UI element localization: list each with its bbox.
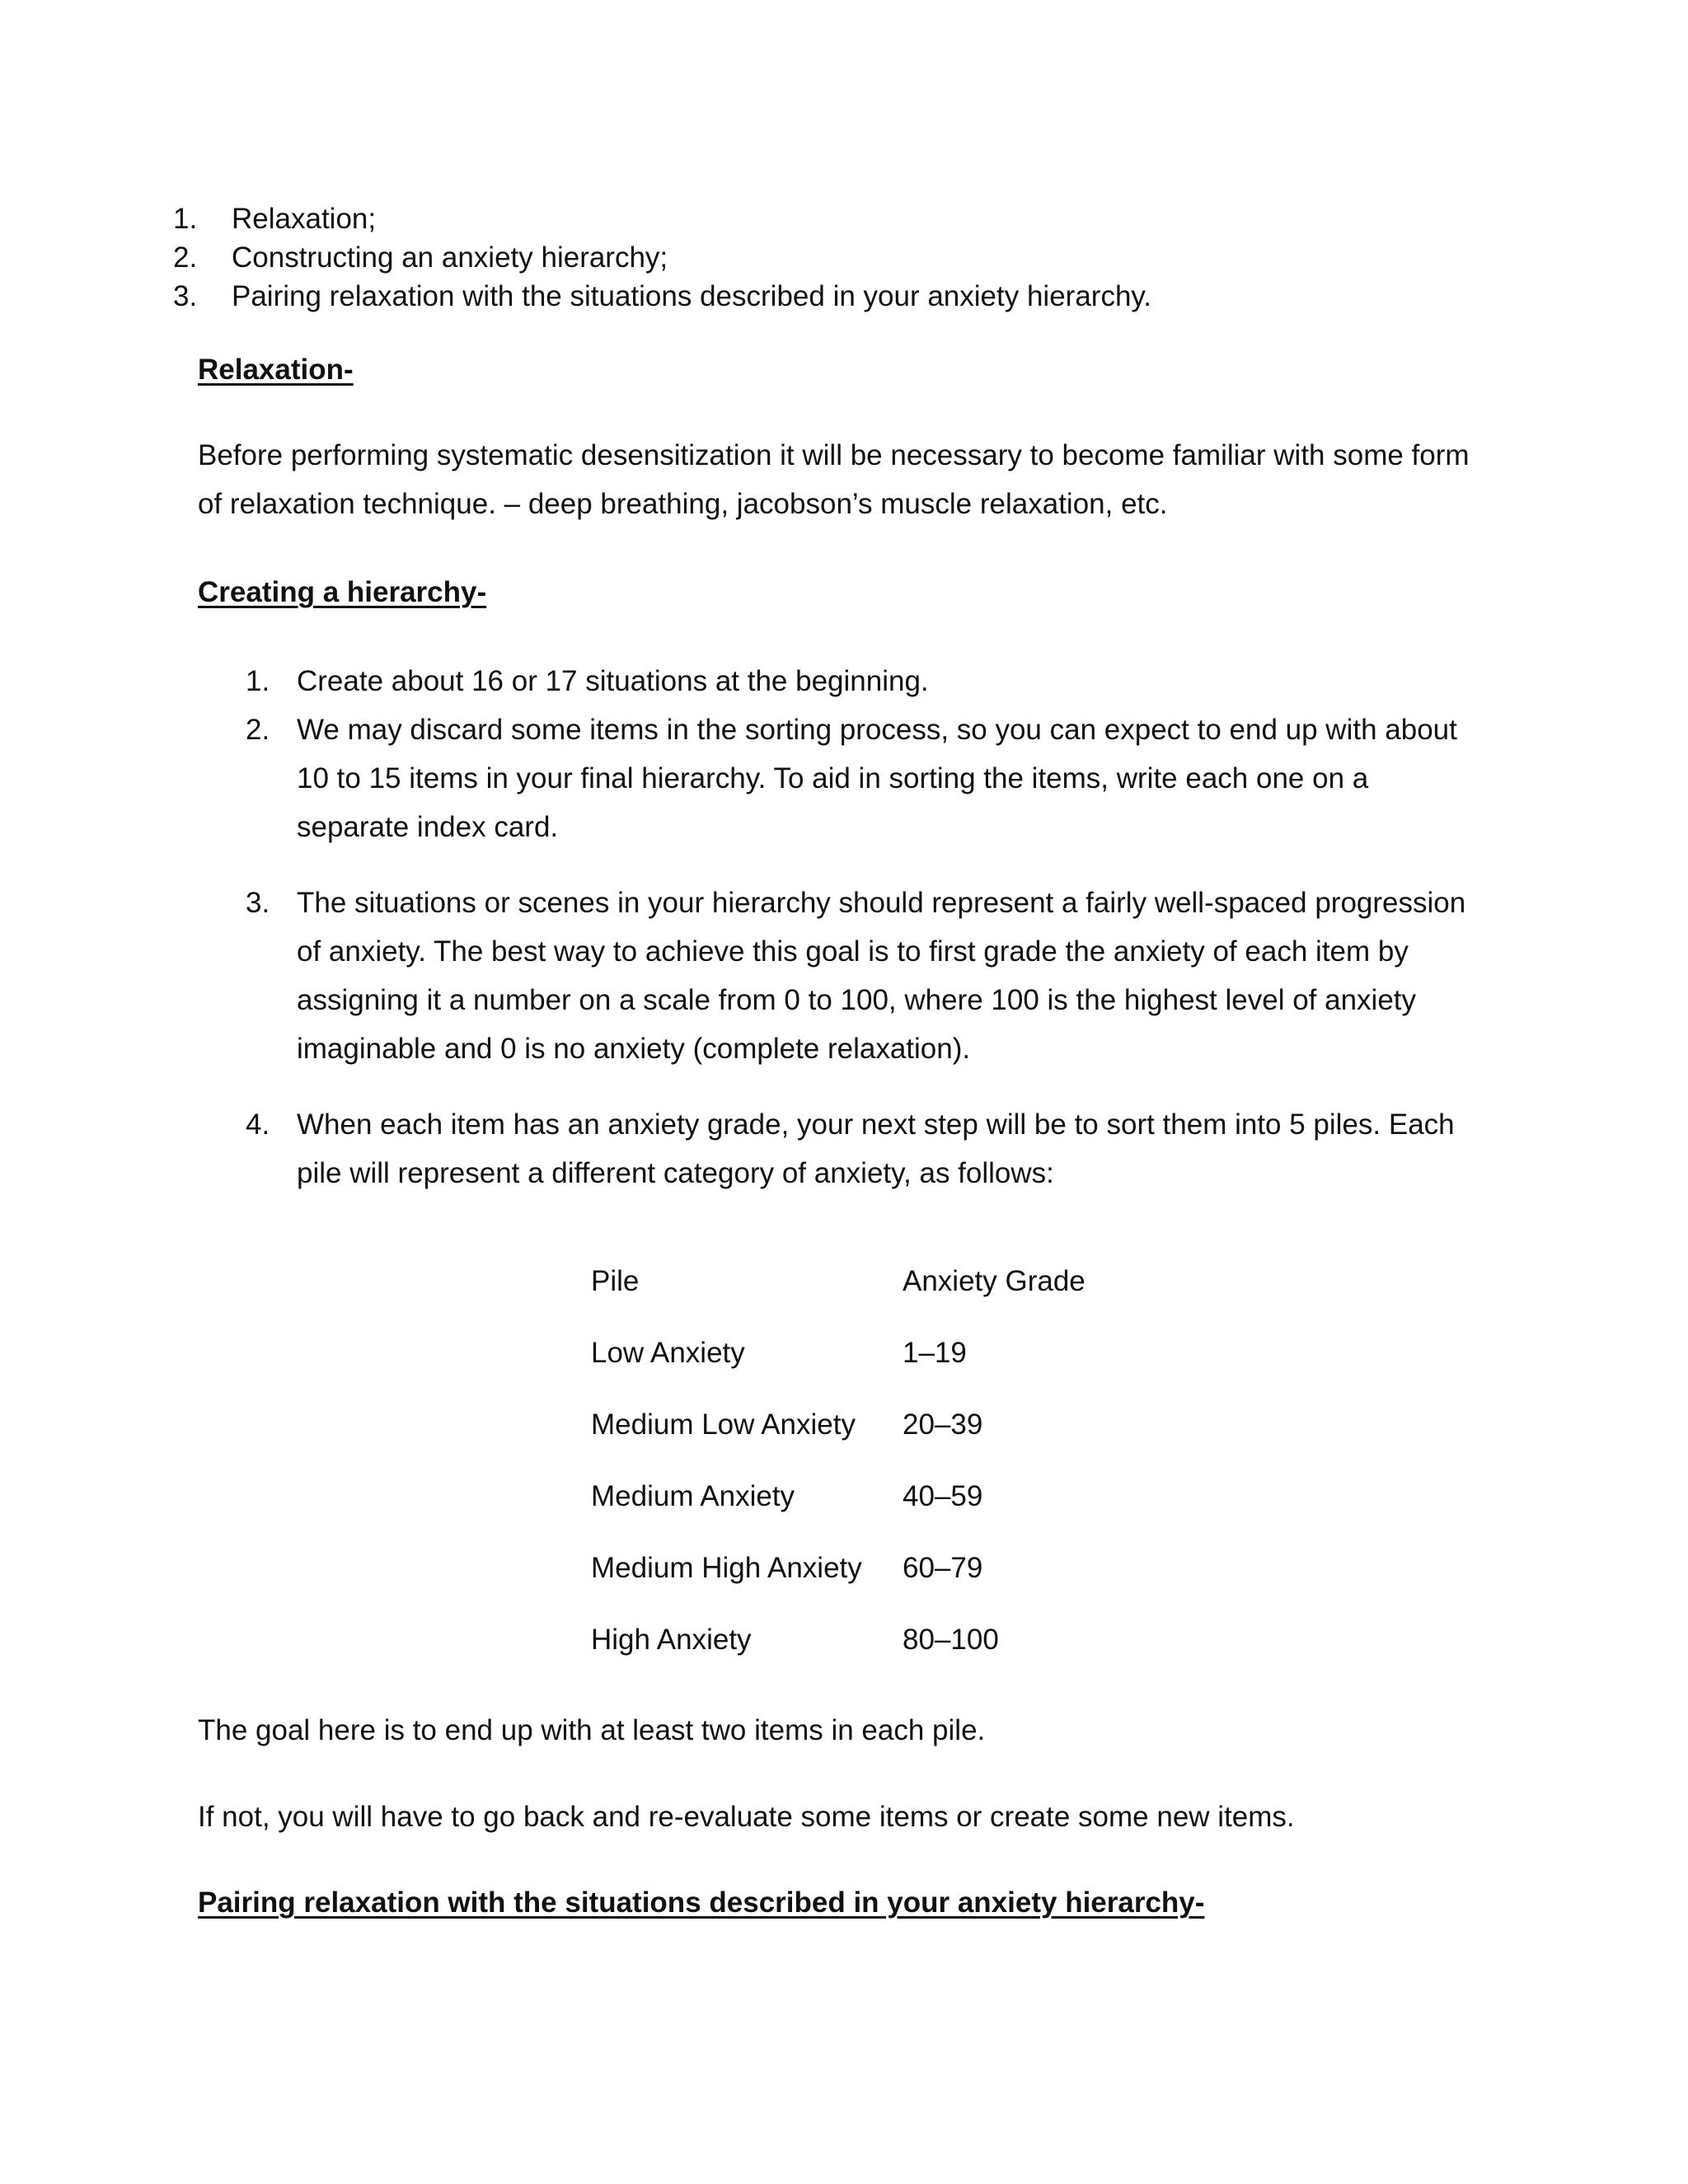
goal-paragraph: The goal here is to end up with at least two items in each pile. <box>198 1714 986 1746</box>
list-text: Constructing an anxiety hierarchy; <box>232 241 668 274</box>
grade-range: 40–59 <box>903 1480 983 1512</box>
pile-name: Low Anxiety <box>591 1337 745 1369</box>
overview-list <box>173 199 1574 316</box>
step-text: The situations or scenes in your hierarchy should represent a fairly well-spaced progression of anxiety. The best way to achieve this goal is to first grade the anxiety of each item by assigning it a number on a scale from 0 to 100, where 100 is the highest level of anxiety imaginable and 0 is no anxiety (complete relaxation). <box>297 887 1466 1065</box>
list-item <box>173 277 1574 316</box>
list-item <box>173 199 1574 238</box>
step-number: 2. <box>246 714 270 746</box>
list-number: 3. <box>173 280 198 312</box>
relaxation-heading: Relaxation- <box>198 354 354 386</box>
step-text: We may discard some items in the sorting process, so you can expect to end up with about 10 to 15 items in your final hierarchy. To aid in sorting the items, write each one on a separate index card. <box>297 714 1457 843</box>
grade-range: 80–100 <box>903 1624 999 1656</box>
list-text: Relaxation; <box>232 203 377 235</box>
step-number: 4. <box>246 1108 270 1141</box>
grade-range: 1–19 <box>903 1337 967 1369</box>
pile-name: High Anxiety <box>591 1624 752 1656</box>
list-text: Pairing relaxation with the situations described in your anxiety hierarchy. <box>232 280 1152 312</box>
pile-name: Medium Low Anxiety <box>591 1408 856 1441</box>
pairing-heading: Pairing relaxation with the situations described in your anxiety hierarchy- <box>198 1886 1205 1919</box>
if-not-paragraph: If not, you will have to go back and re-evaluate some items or create some new items. <box>198 1801 1295 1833</box>
step-text: Create about 16 or 17 situations at the beginning. <box>297 665 929 697</box>
hierarchy-heading: Creating a hierarchy- <box>198 576 487 608</box>
grade-range: 20–39 <box>903 1408 983 1441</box>
relaxation-paragraph: Before performing systematic desensitization it will be necessary to become familiar with some form of relaxation technique. – deep breathing, jacobson’s muscle relaxation, etc. <box>198 439 1470 520</box>
column-header-grade: Anxiety Grade <box>903 1265 1085 1297</box>
list-item <box>173 238 1574 277</box>
pile-name: Medium High Anxiety <box>591 1552 862 1584</box>
grade-range: 60–79 <box>903 1552 983 1584</box>
step-number: 3. <box>246 887 270 919</box>
step-number: 1. <box>246 665 270 697</box>
list-number: 2. <box>173 241 198 274</box>
step-text: When each item has an anxiety grade, your next step will be to sort them into 5 piles. Each pile will represent a different category of anxiety, as follows: <box>297 1108 1455 1189</box>
list-number: 1. <box>173 203 198 235</box>
pile-name: Medium Anxiety <box>591 1480 795 1512</box>
column-header-pile: Pile <box>591 1265 640 1297</box>
